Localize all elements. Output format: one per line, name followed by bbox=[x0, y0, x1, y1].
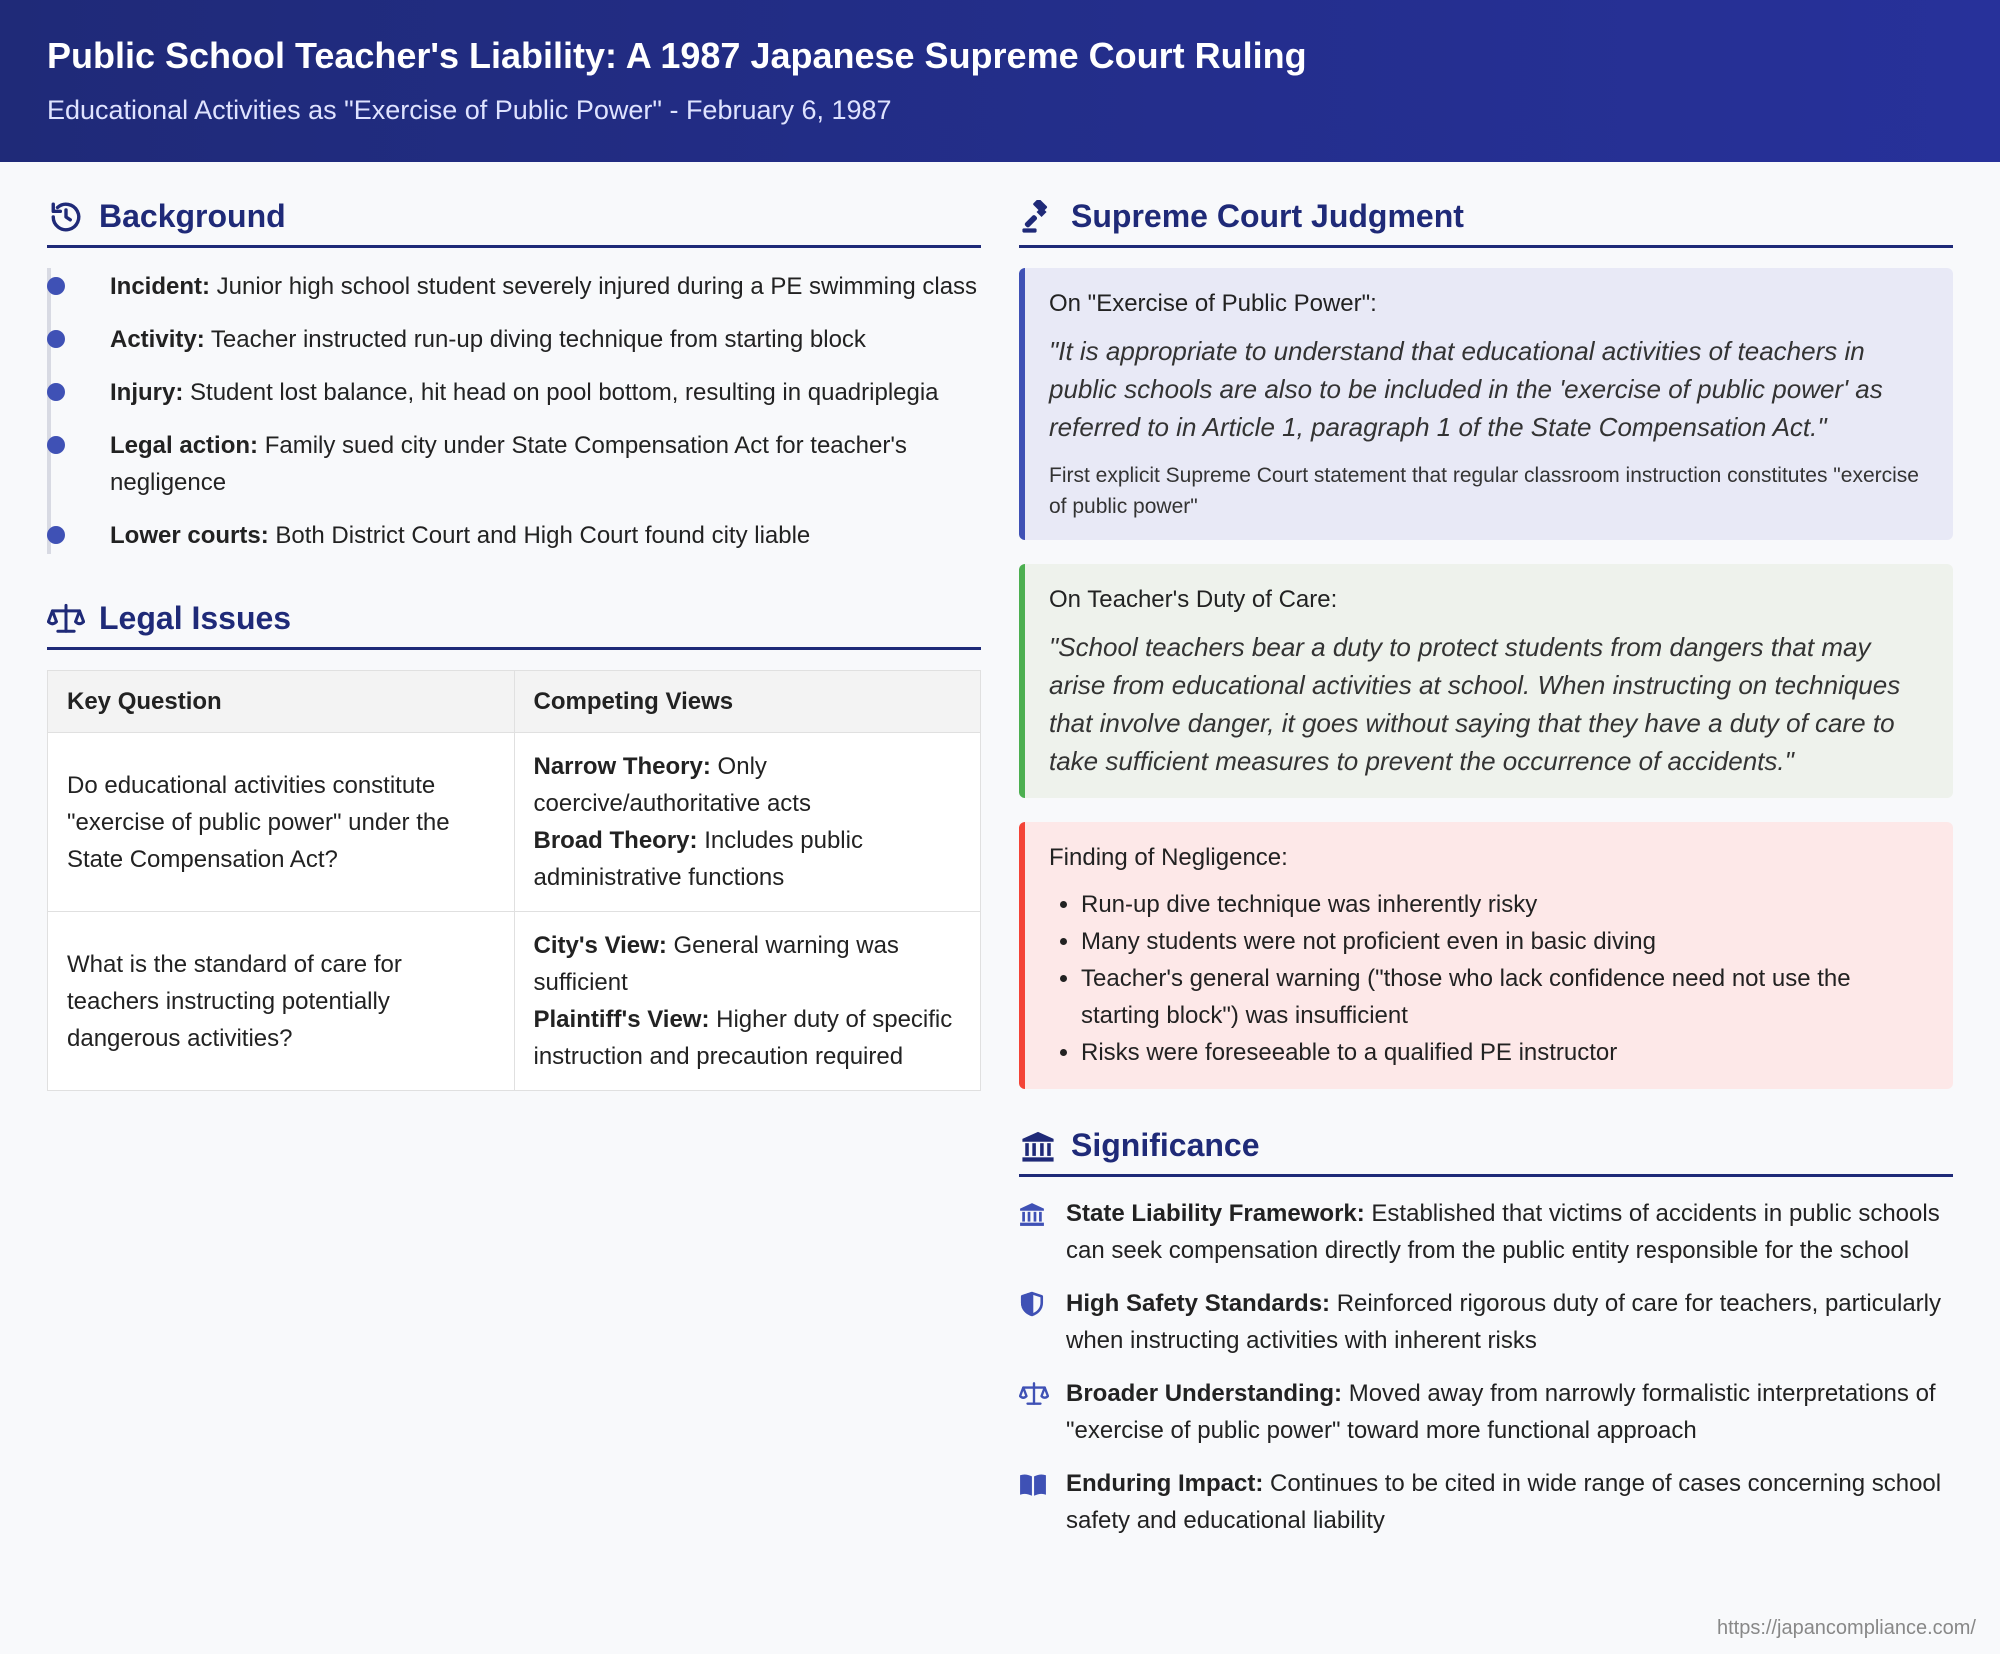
question-cell: Do educational activities constitute "exercise of public power" under the State Compensation Act? bbox=[48, 733, 515, 912]
views-cell bbox=[514, 912, 981, 1091]
significance-text-block bbox=[1066, 1465, 1953, 1539]
main-content bbox=[0, 162, 2000, 1654]
significance-label: State Liability Framework: bbox=[1066, 1200, 1365, 1227]
bank-icon bbox=[1019, 1127, 1057, 1165]
gavel-icon bbox=[1019, 198, 1057, 236]
question-cell: What is the standard of care for teachers instructing potentially dangerous activities? bbox=[48, 912, 515, 1091]
bank-icon bbox=[1019, 1195, 1066, 1269]
timeline-item bbox=[51, 268, 981, 305]
significance-text-block bbox=[1066, 1195, 1953, 1269]
timeline-text: Junior high school student severely injured during a PE swimming class bbox=[216, 273, 978, 300]
timeline-dot bbox=[47, 330, 65, 348]
background-title: Background bbox=[99, 198, 286, 234]
column-header: Competing Views bbox=[514, 671, 981, 733]
view-text: Includes public administrative functions bbox=[533, 827, 863, 891]
significance-text-block bbox=[1066, 1285, 1953, 1359]
significance-heading bbox=[1019, 1119, 1953, 1177]
view-label: Plaintiff's View: bbox=[533, 1006, 710, 1033]
timeline-label: Injury: bbox=[110, 379, 184, 406]
significance-label: Broader Understanding: bbox=[1066, 1380, 1343, 1407]
significance-title: Significance bbox=[1071, 1127, 1260, 1163]
timeline-label: Activity: bbox=[110, 326, 205, 353]
timeline-item bbox=[51, 321, 981, 358]
scales-icon bbox=[47, 600, 85, 638]
background-timeline bbox=[47, 268, 981, 554]
card-title: Finding of Negligence: bbox=[1049, 844, 1288, 871]
card-quote: "School teachers bear a duty to protect students from dangers that may arise from educational activities at school. When instructing on techniques that involve danger, it goes without saying that they have a duty of care to take sufficient measures to prevent the occurrence of accidents." bbox=[1049, 632, 1901, 776]
significance-item bbox=[1019, 1465, 1953, 1539]
significance-text: Established that victims of accidents in public schools can seek compensation directly from the public entity responsible for the school bbox=[1066, 1200, 1940, 1264]
table-row bbox=[48, 733, 981, 912]
view-label: Narrow Theory: bbox=[533, 753, 711, 780]
timeline-dot bbox=[47, 526, 65, 544]
significance-label: Enduring Impact: bbox=[1066, 1470, 1264, 1497]
negligence-card bbox=[1019, 822, 1953, 1089]
legal-issues-table bbox=[47, 670, 981, 1091]
negligence-list bbox=[1081, 886, 1929, 1071]
card-quote: "It is appropriate to understand that educational activities of teachers in public schools are also to be included in the 'exercise of public power' as referred to in Article 1, paragraph 1 of the State Compensation Act." bbox=[1049, 336, 1883, 442]
legal-issues-title: Legal Issues bbox=[99, 600, 292, 636]
view-text: General warning was sufficient bbox=[533, 932, 899, 996]
significance-item bbox=[1019, 1375, 1953, 1449]
page-title: Public School Teacher's Liability: A 1987 Japanese Supreme Court Ruling bbox=[47, 35, 1307, 76]
significance-text: Reinforced rigorous duty of care for teachers, particularly when instructing activities with inherent risks bbox=[1066, 1290, 1941, 1354]
timeline-text: Student lost balance, hit head on pool bottom, resulting in quadriplegia bbox=[190, 379, 939, 406]
list-item: • Run-up dive technique was inherently risky bbox=[1081, 886, 1929, 923]
background-heading bbox=[47, 190, 981, 248]
column-header: Key Question bbox=[48, 671, 515, 733]
scales-icon bbox=[1019, 1375, 1066, 1449]
shield-icon bbox=[1019, 1285, 1066, 1359]
left-column bbox=[47, 190, 981, 1091]
list-item: • Teacher's general warning ("those who lack confidence need not use the starting block") was insufficient bbox=[1081, 960, 1929, 1034]
view-text: Higher duty of specific instruction and precaution required bbox=[533, 1006, 953, 1070]
views-cell bbox=[514, 733, 981, 912]
significance-item bbox=[1019, 1195, 1953, 1269]
card-note: First explicit Supreme Court statement that regular classroom instruction constitutes "exercise of public power" bbox=[1049, 464, 1919, 518]
timeline-dot bbox=[47, 277, 65, 295]
timeline-label: Lower courts: bbox=[110, 522, 269, 549]
significance-list bbox=[1019, 1195, 1953, 1539]
card-title: On "Exercise of Public Power": bbox=[1049, 290, 1377, 317]
page-subtitle: Educational Activities as "Exercise of Public Power" - February 6, 1987 bbox=[47, 95, 892, 125]
table-row bbox=[48, 912, 981, 1091]
timeline-text: Family sued city under State Compensation Act for teacher's negligence bbox=[110, 432, 907, 496]
list-item: • Many students were not proficient even in basic diving bbox=[1081, 923, 1929, 960]
timeline-text: Both District Court and High Court found city liable bbox=[275, 522, 811, 549]
timeline-dot bbox=[47, 383, 65, 401]
timeline-item bbox=[51, 374, 981, 411]
timeline-label: Incident: bbox=[110, 273, 210, 300]
judgment-title: Supreme Court Judgment bbox=[1071, 198, 1464, 234]
timeline-text: Teacher instructed run-up diving technique from starting block bbox=[210, 326, 866, 353]
significance-text-block bbox=[1066, 1375, 1953, 1449]
public-power-card bbox=[1019, 268, 1953, 540]
view-text: Only coercive/authoritative acts bbox=[533, 753, 811, 817]
significance-text: Continues to be cited in wide range of cases concerning school safety and educational liability bbox=[1066, 1470, 1942, 1534]
legal-issues-heading bbox=[47, 592, 981, 650]
timeline-item bbox=[51, 517, 981, 554]
duty-of-care-card bbox=[1019, 564, 1953, 798]
view-label: Broad Theory: bbox=[533, 827, 698, 854]
timeline-label: Legal action: bbox=[110, 432, 259, 459]
history-icon bbox=[47, 198, 85, 236]
timeline-dot bbox=[47, 436, 65, 454]
card-title: On Teacher's Duty of Care: bbox=[1049, 586, 1338, 613]
view-label: City's View: bbox=[533, 932, 667, 959]
significance-text: Moved away from narrowly formalistic interpretations of "exercise of public power" toward more functional approach bbox=[1066, 1380, 1936, 1444]
page-header bbox=[0, 0, 2000, 162]
judgment-heading bbox=[1019, 190, 1953, 248]
right-column bbox=[1019, 190, 1953, 1555]
significance-label: High Safety Standards: bbox=[1066, 1290, 1331, 1317]
list-item: • Risks were foreseeable to a qualified PE instructor bbox=[1081, 1034, 1929, 1071]
book-icon bbox=[1019, 1465, 1066, 1539]
timeline-item bbox=[51, 427, 981, 501]
significance-item bbox=[1019, 1285, 1953, 1359]
table-header-row bbox=[48, 671, 981, 733]
footer-url[interactable]: https://japancompliance.com/ bbox=[1716, 1617, 1976, 1639]
